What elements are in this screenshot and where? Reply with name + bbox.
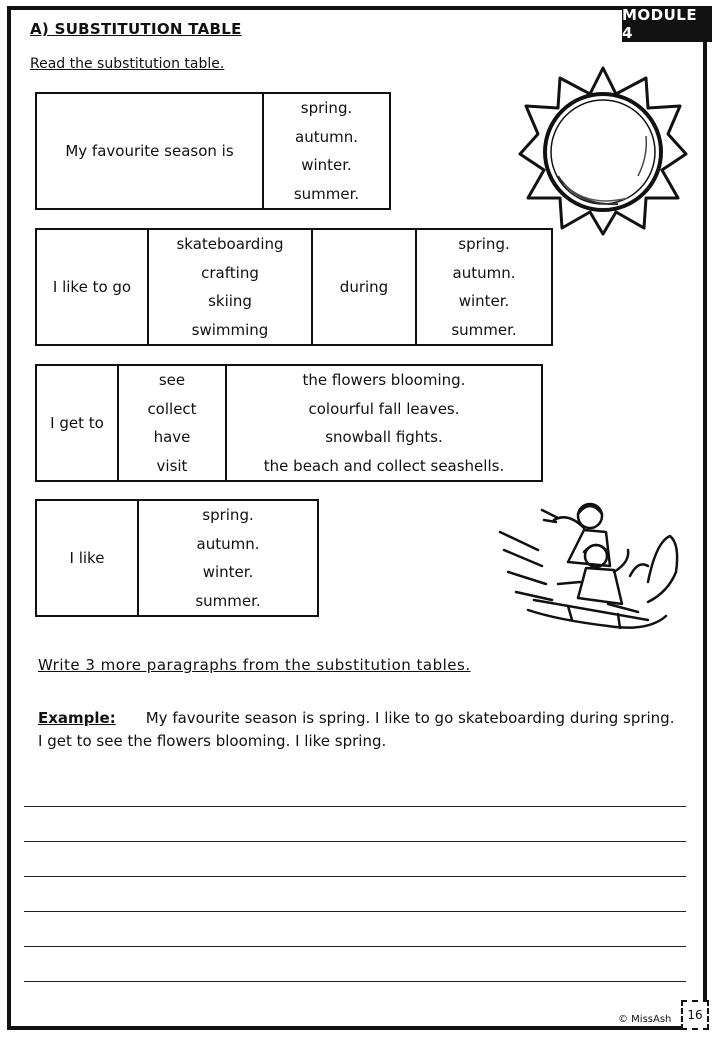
table3-verb: see xyxy=(158,371,186,389)
table2-activity: skateboarding xyxy=(176,235,284,253)
table2-season: summer. xyxy=(451,320,517,339)
table3-object: the beach and collect seashells. xyxy=(263,456,505,475)
table4-season: autumn. xyxy=(196,534,260,553)
table2-connector: during xyxy=(312,229,416,345)
example-text: My favourite season is spring. I like to go skateboarding during spring. I get to see the flowers blooming. I like spring. xyxy=(38,709,675,750)
substitution-table-3 xyxy=(35,364,543,482)
read-instruction: Read the substitution table. xyxy=(30,56,225,72)
writing-line[interactable] xyxy=(24,946,686,947)
substitution-table-4 xyxy=(35,499,319,617)
table3-object: colourful fall leaves. xyxy=(308,399,460,418)
table4-seasons xyxy=(138,500,318,616)
table3-lead: I get to xyxy=(36,365,118,481)
module-label: MODULE 4 xyxy=(622,6,712,42)
table4-season: spring. xyxy=(202,506,254,524)
table4-lead: I like xyxy=(36,500,138,616)
page-number: 16 xyxy=(681,1000,709,1030)
writing-line[interactable] xyxy=(24,806,686,807)
example-label: Example: xyxy=(38,709,116,727)
table4-season: winter. xyxy=(202,563,254,581)
writing-line[interactable] xyxy=(24,841,686,842)
table2-season: autumn. xyxy=(452,263,516,282)
table2-season: spring. xyxy=(458,235,510,253)
copyright: © MissAsh xyxy=(618,1014,672,1025)
table3-objects xyxy=(226,365,542,481)
table2-season: winter. xyxy=(458,292,510,310)
table1-season: autumn. xyxy=(295,127,358,146)
write-instruction: Write 3 more paragraphs from the substitution tables. xyxy=(38,656,471,674)
table3-object: the flowers blooming. xyxy=(302,371,466,389)
table1-season: winter. xyxy=(301,156,352,174)
writing-line[interactable] xyxy=(24,981,686,982)
table2-activities xyxy=(148,229,312,345)
substitution-table-2 xyxy=(35,228,553,346)
table4-season: summer. xyxy=(195,591,261,610)
table3-verbs xyxy=(118,365,226,481)
table3-verb: collect xyxy=(147,399,197,418)
table2-seasons xyxy=(416,229,552,345)
table1-seasons xyxy=(263,93,390,209)
writing-line[interactable] xyxy=(24,876,686,877)
table3-verb: have xyxy=(153,428,191,446)
table1-season: summer. xyxy=(293,184,360,203)
sledding-children-icon xyxy=(498,492,688,652)
table1-lead: My favourite season is xyxy=(36,93,263,209)
table2-activity: skiing xyxy=(208,292,252,310)
table2-lead: I like to go xyxy=(36,229,148,345)
table1-season: spring. xyxy=(300,99,353,117)
table3-verb: visit xyxy=(156,456,188,475)
substitution-table-1 xyxy=(35,92,391,210)
sun-icon xyxy=(518,66,688,236)
table2-activity: crafting xyxy=(201,263,259,282)
section-title: A) SUBSTITUTION TABLE xyxy=(30,20,242,38)
table3-object: snowball fights. xyxy=(325,428,443,446)
writing-line[interactable] xyxy=(24,911,686,912)
table2-activity: swimming xyxy=(191,320,269,339)
example-paragraph xyxy=(38,707,678,753)
